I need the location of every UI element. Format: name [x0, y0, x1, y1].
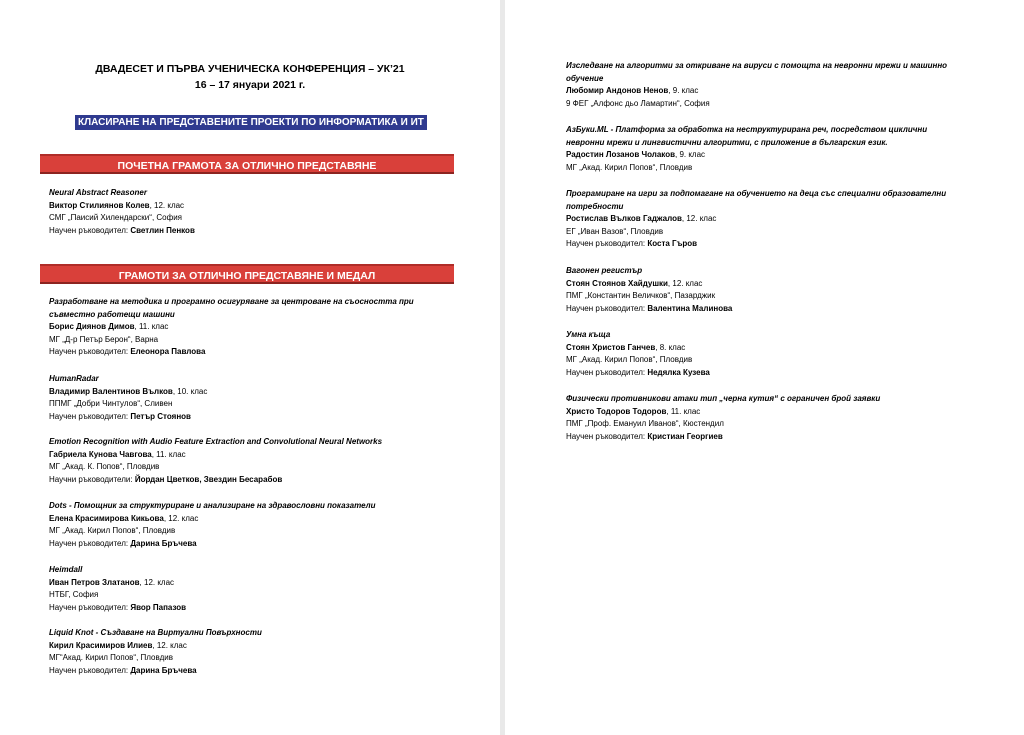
project-title-cont: невронни мрежи и лингвистични алгоритми, с приложение в българския език.	[566, 137, 888, 147]
entry-right-3	[566, 188, 984, 251]
conference-title	[0, 61, 500, 93]
project-title: АзБуки.ML - Платформа за обработка на неструктурирана реч, посредством циклични	[566, 125, 928, 134]
entry-medal-5	[49, 564, 469, 614]
project-title: Умна къща	[566, 330, 611, 339]
entry-medal-4	[49, 500, 469, 550]
supervisor-label: Научен ръководител:	[566, 367, 648, 377]
supervisor-name: Кристиан Георгиев	[647, 431, 723, 441]
school: СМГ „Паисий Хилендарски“, София	[49, 213, 182, 223]
award-bar-honorary: ПОЧЕТНА ГРАМОТА ЗА ОТЛИЧНО ПРЕДСТАВЯНЕ	[40, 154, 454, 174]
entry-right-6	[566, 393, 984, 443]
school: НТБГ, София	[49, 590, 99, 600]
supervisor-name: Елеонора Павлова	[130, 347, 206, 357]
student-name: Владимир Валентинов Вълков	[49, 386, 173, 396]
award-bar-medal: ГРАМОТИ ЗА ОТЛИЧНО ПРЕДСТАВЯНЕ И МЕДАЛ	[40, 264, 454, 284]
supervisor-label: Научен ръководител:	[49, 225, 131, 235]
student-grade: , 8. клас	[655, 342, 686, 352]
student-grade: , 12. клас	[667, 278, 703, 288]
project-title: Разработване на методика и програмно осигуряване за центроване на съосността при	[49, 297, 414, 306]
entry-right-4	[566, 265, 984, 315]
project-title: Програмиране на игри за подпомагане на обучението на деца със специални образователни	[566, 189, 947, 198]
supervisor-label: Научен ръководител:	[49, 665, 131, 675]
ranking-heading: КЛАСИРАНЕ НА ПРЕДСТАВЕНИТЕ ПРОЕКТИ ПО ИНФОРМАТИКА И ИТ	[75, 115, 427, 130]
project-title: Neural Abstract Reasoner	[49, 188, 147, 197]
student-name: Борис Диянов Димов	[49, 322, 135, 332]
school: МГ“Акад. Кирил Попов“, Пловдив	[49, 653, 174, 663]
supervisor-name: Явор Папазов	[130, 602, 187, 612]
right-page	[505, 0, 1024, 735]
student-grade: , 9. клас	[668, 86, 699, 96]
supervisor-label: Научен ръководител:	[49, 411, 131, 421]
entry-right-2	[566, 124, 984, 174]
school: МГ „Акад. Кирил Попов“, Пловдив	[566, 162, 693, 172]
supervisor-name: Дарина Бръчева	[130, 665, 197, 675]
student-name: Виктор Стилиянов Колев	[49, 200, 150, 210]
project-title-cont: потребности	[566, 201, 624, 211]
supervisor-label: Научен ръководител:	[566, 303, 648, 313]
school: МГ „Акад. Кирил Попов“, Пловдив	[566, 355, 693, 365]
school: ПМГ „Проф. Емануил Иванов“, Кюстендил	[566, 419, 724, 429]
student-grade: , 12. клас	[152, 640, 187, 650]
school: ЕГ „Иван Вазов“, Пловдив	[566, 226, 664, 236]
student-grade: , 12. клас	[139, 577, 175, 587]
entry-right-1	[566, 60, 984, 110]
supervisor-name: Недялка Кузева	[647, 367, 710, 377]
student-name: Иван Петров Златанов	[49, 577, 140, 587]
supervisor-name: Коста Гъров	[647, 239, 698, 249]
conference-dates: 16 – 17 януари 2021 г.	[194, 79, 306, 91]
student-grade: , 9. клас	[675, 150, 706, 160]
entry-right-5	[566, 329, 984, 379]
supervisor-label: Научен ръководител:	[49, 602, 131, 612]
supervisor-label: Научен ръководител:	[49, 347, 131, 357]
entry-honorary-1	[49, 187, 469, 237]
conference-title-line1: ДВАДЕСЕТ И ПЪРВА УЧЕНИЧЕСКА КОНФЕРЕНЦИЯ – УК’21	[95, 63, 405, 75]
student-name: Христо Тодоров Тодоров	[566, 406, 667, 416]
student-grade: , 11. клас	[666, 406, 701, 416]
school: 9 ФЕГ „Алфонс дьо Ламартин“, София	[566, 98, 710, 108]
project-title: Изследване на алгоритми за откриване на вируси с помощта на невронни мрежи и машинно	[566, 61, 948, 70]
project-title: Heimdall	[49, 565, 83, 574]
student-name: Стоян Стоянов Хайдушки	[566, 278, 668, 288]
student-name: Любомир Андонов Ненов	[566, 86, 669, 96]
student-name: Стоян Христов Ганчев	[566, 342, 656, 352]
project-title: Dots - Помощник за структуриране и анализиране на здравословни показатели	[49, 501, 376, 510]
student-grade: , 12. клас	[163, 513, 199, 523]
supervisor-name: Петър Стоянов	[130, 411, 191, 421]
student-name: Радостин Лозанов Чолаков	[566, 150, 675, 160]
supervisor-name: Дарина Бръчева	[130, 538, 197, 548]
entry-medal-3	[49, 436, 469, 486]
supervisor-name: Валентина Малинова	[647, 303, 733, 313]
supervisor-name: Светлин Пенков	[130, 225, 195, 235]
student-name: Габриела Кунова Чавгова	[49, 449, 152, 459]
project-title: Liquid Knot - Създаване на Виртуални Повърхности	[49, 628, 262, 637]
supervisor-label: Научен ръководител:	[566, 431, 648, 441]
student-grade: , 11. клас	[151, 449, 186, 459]
entry-medal-6	[49, 627, 469, 677]
student-name: Ростислав Вълков Гаджалов	[566, 214, 682, 224]
student-grade: , 12. клас	[681, 214, 717, 224]
student-grade: , 10. клас	[172, 386, 208, 396]
supervisor-label: Научни ръководители:	[49, 474, 135, 484]
school: МГ „Д-р Петър Берон“, Варна	[49, 334, 159, 344]
school: МГ „Акад. Кирил Попов“, Пловдив	[49, 526, 176, 536]
entry-medal-1	[49, 296, 469, 359]
school: ППМГ „Добри Чинтулов“, Сливен	[49, 399, 173, 409]
student-grade: , 12. клас	[149, 200, 185, 210]
project-title: Emotion Recognition with Audio Feature Extraction and Convolutional Neural Networks	[49, 437, 383, 446]
project-title-cont: обучение	[566, 73, 604, 83]
project-title-cont: съвместно работещи машини	[49, 309, 175, 319]
school: МГ „Акад. К. Попов“, Пловдив	[49, 462, 160, 472]
supervisor-label: Научен ръководител:	[566, 239, 648, 249]
entry-medal-2	[49, 373, 469, 423]
student-grade: , 11. клас	[134, 322, 169, 332]
student-name: Кирил Красимиров Илиев	[49, 640, 153, 650]
student-name: Елена Красимирова Кикьова	[49, 513, 164, 523]
project-title: Физически противникови атаки тип „черна кутия“ с ограничен брой заявки	[566, 394, 881, 403]
supervisor-label: Научен ръководител:	[49, 538, 131, 548]
school: ПМГ „Константин Величков“, Пазарджик	[566, 291, 716, 301]
project-title: Вагонен регистър	[566, 266, 643, 275]
left-page	[0, 0, 500, 735]
supervisor-name: Йордан Цветков, Звездин Бесарабов	[134, 474, 283, 484]
project-title: HumanRadar	[49, 374, 99, 383]
